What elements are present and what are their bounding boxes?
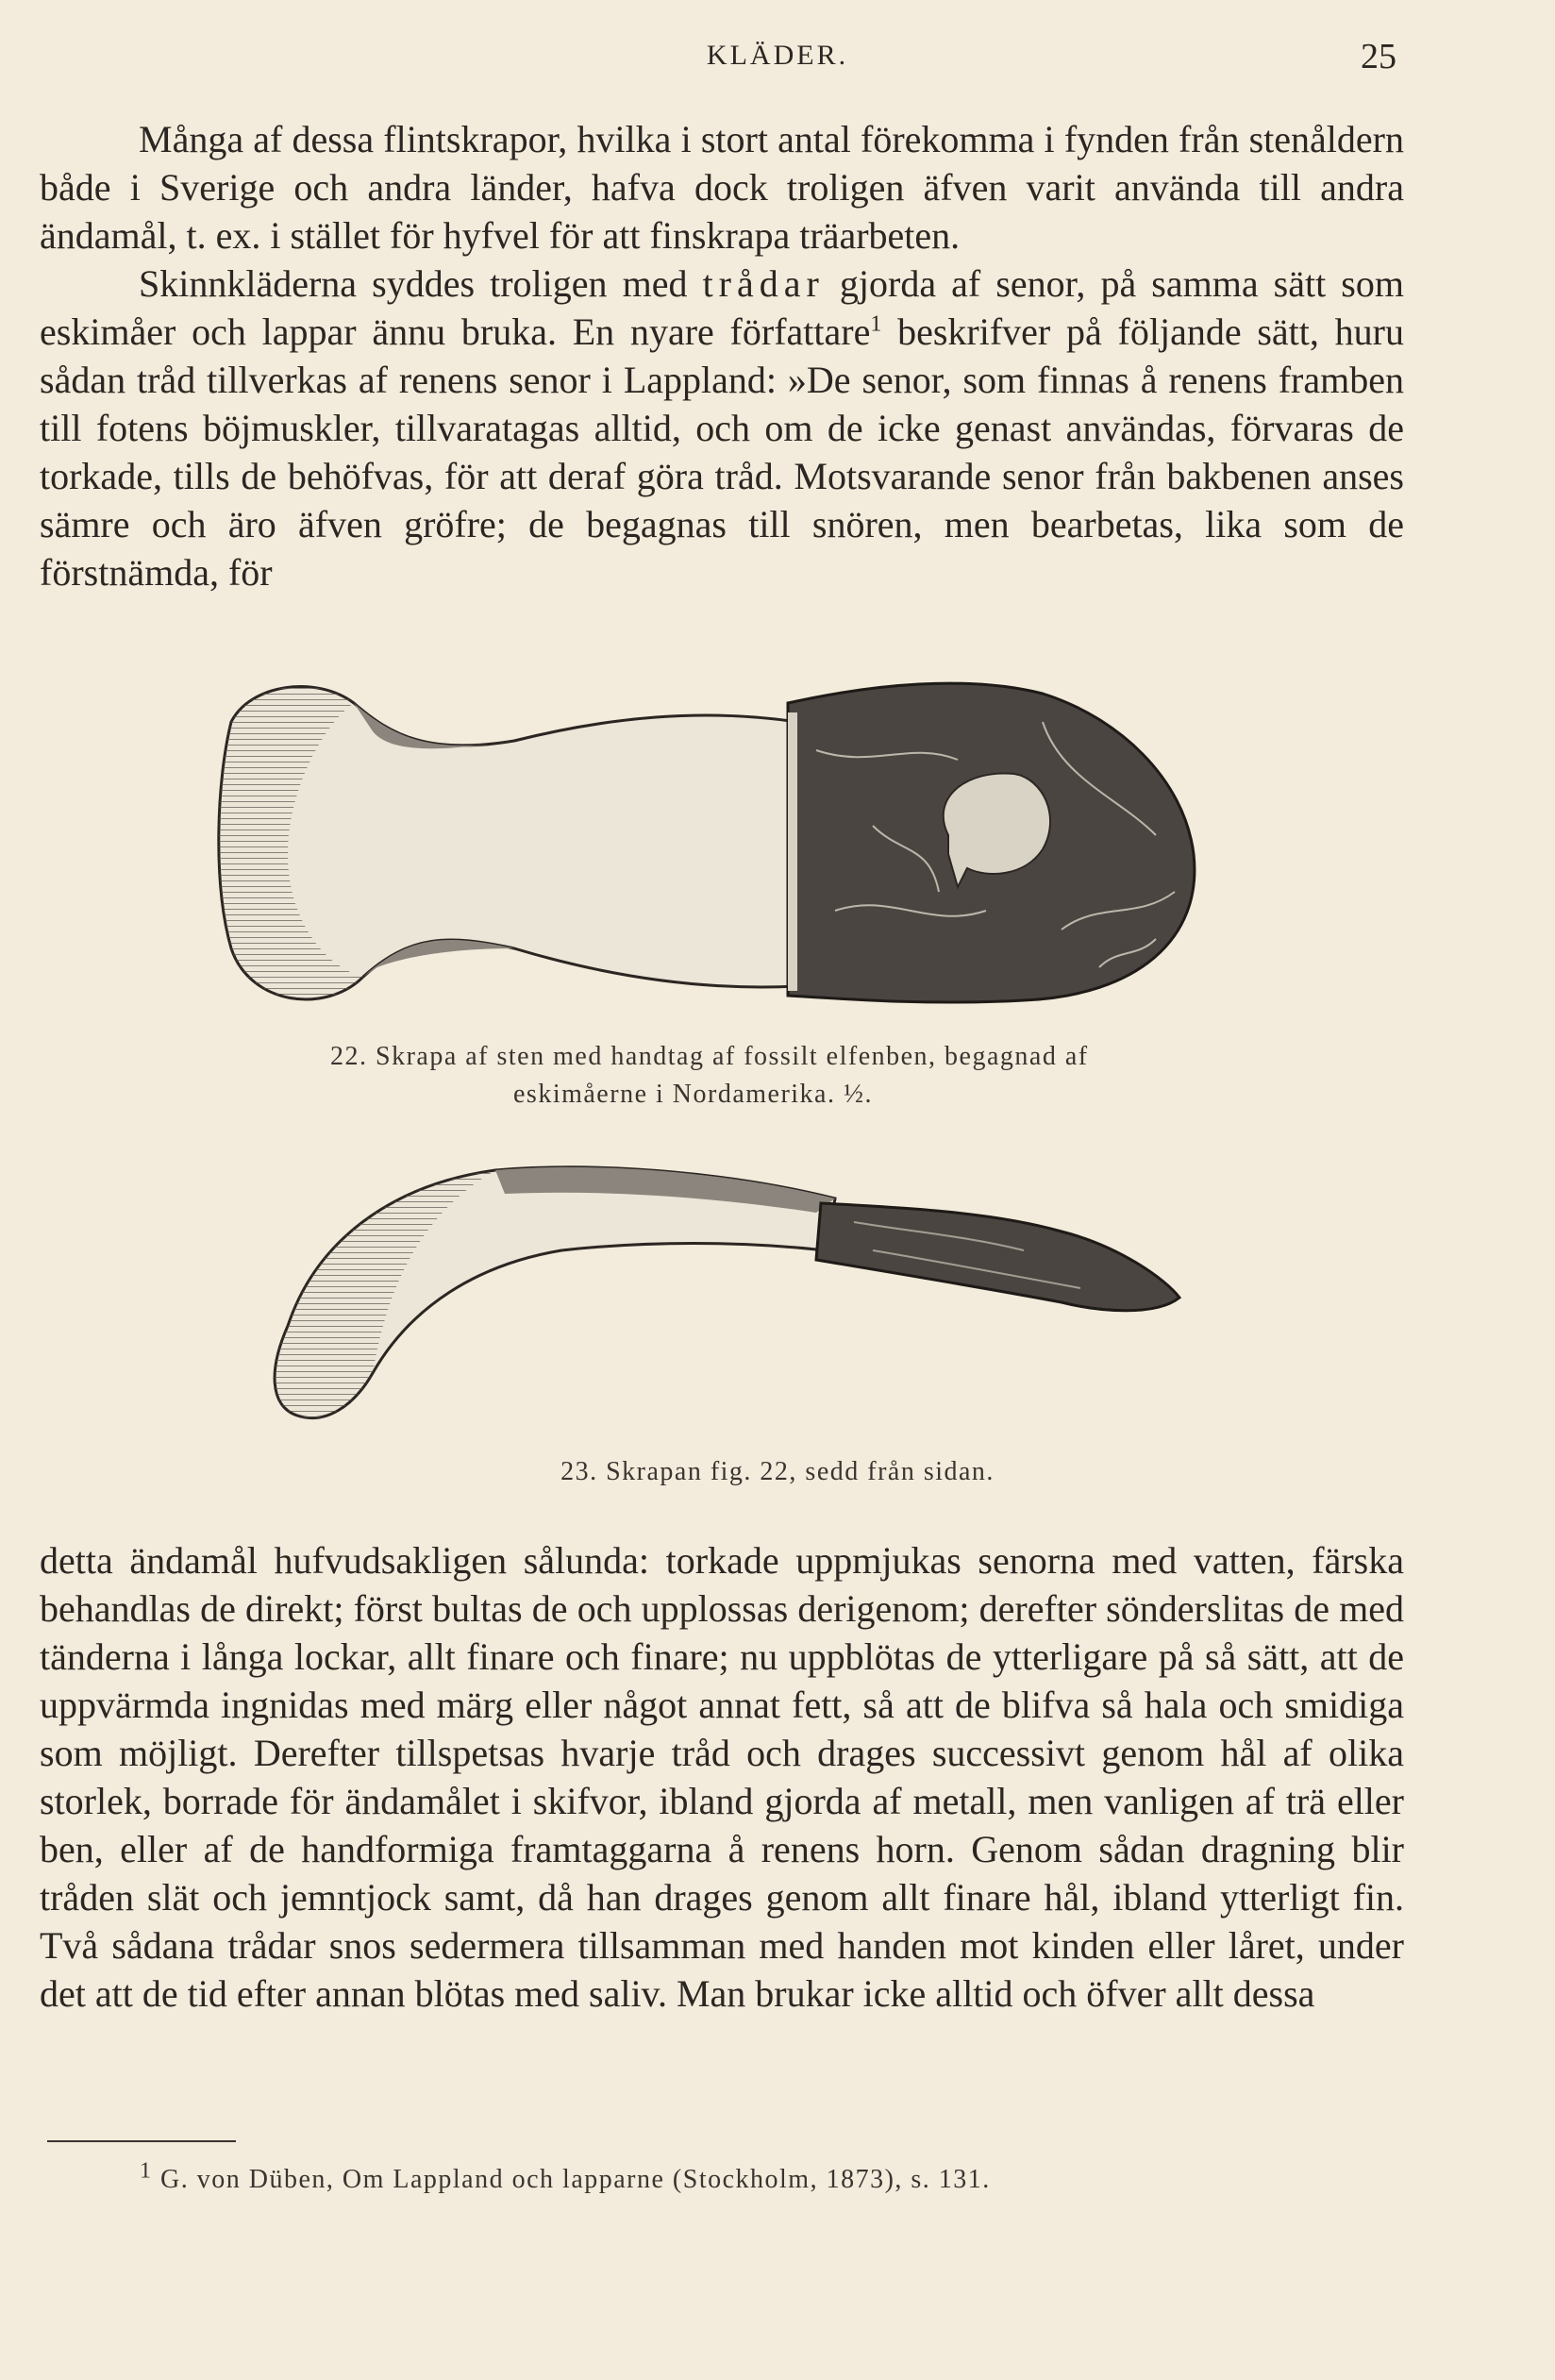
paragraph-sinew-thread <box>40 260 1404 596</box>
body-text-bottom <box>40 1536 1404 2018</box>
spaced-emphasis-word: trådar <box>702 262 825 305</box>
figure-22-illustration <box>212 665 1231 1024</box>
fig22-caption-line1: 22. Skrapa af sten med handtag af fossilt elfenben, begagnad af <box>330 1042 1089 1071</box>
para2-part2: gjorda af senor, på samma sätt som eskimåer och lappar ännu bruka. En nyare författare <box>40 262 1404 353</box>
footnote-reference: 1 <box>870 311 882 337</box>
running-head <box>0 37 1555 77</box>
handle-side-view <box>275 1167 835 1418</box>
stone-blade <box>788 683 1195 1002</box>
page-number: 25 <box>1361 37 1396 76</box>
body-text-top <box>40 115 1404 596</box>
para2-part3: beskrifver på följande sätt, huru sådan tråd tillverkas af renens senor i Lappland: »De senor, som finnas å renens framben till fotens böjmuskler, tillvaratagas alltid, och om de icke genast användas, förvaras de torkade, tills de behöfvas, för att deraf göra tråd. Motsvarande senor från bakbenen anses sämre och äro äfven gröfre; de begagnas till snören, men bearbetas, lika som de förstnämda, för <box>40 310 1404 594</box>
footnote-text: G. von Düben, Om Lappland och lapparne (Stockholm, 1873), s. 131. <box>160 2165 991 2194</box>
paragraph-continued: detta ändamål hufvudsakligen sålunda: torkade uppmjukas senorna med vatten, färska behandlas de direkt; först bultas de och upplossas derigenom; derefter sönderslitas de med tänderna i långa lockar, allt finare och finare; nu uppblötas de ytterligare på så sätt, att de uppvärmda ingnidas med märg eller något annat fett, så att de blifva så hala och smidiga som möjligt. Derefter tillspetsas hvarje tråd och drages successivt genom hål af olika storlek, borrade för ändamålet i skifvor, ibland gjorda af metall, men vanligen af trä eller ben, eller af de handformiga framtaggarna å renens horn. Genom sådan dragning blir tråden slät och jemntjock samt, då han drages genom allt finare hål, ibland ytterligt fin. Två sådana trådar snos sedermera tillsamman med handen mot kinden eller låret, under det att de tid efter annan blötas med saliv. Man brukar icke alltid och öfver allt dessa <box>40 1539 1404 2015</box>
figure-23-caption: 23. Skrapan fig. 22, sedd från sidan. <box>560 1457 995 1486</box>
footnote-divider <box>47 2140 236 2142</box>
blade-side-view <box>816 1203 1179 1311</box>
para2-part1: Skinnkläderna syddes troligen med <box>139 262 703 305</box>
running-title: KLÄDER. <box>706 40 849 71</box>
ivory-handle <box>219 687 797 999</box>
figure-22-caption <box>330 1038 1255 1114</box>
paragraph-flint-scrapers: Många af dessa flintskrapor, hvilka i stort antal förekomma i fynden från stenåldern både i Sverige och andra länder, hafva dock troligen äfven varit använda till andra ändamål, t. ex. i stället för hyfvel för att finskrapa träarbeten. <box>40 118 1404 257</box>
footnote-mark: 1 <box>140 2158 153 2184</box>
fig22-caption-line2: eskimåerne i Nordamerika. ½. <box>513 1080 873 1109</box>
figure-23-illustration <box>250 1156 1203 1439</box>
footnote <box>140 2158 991 2195</box>
